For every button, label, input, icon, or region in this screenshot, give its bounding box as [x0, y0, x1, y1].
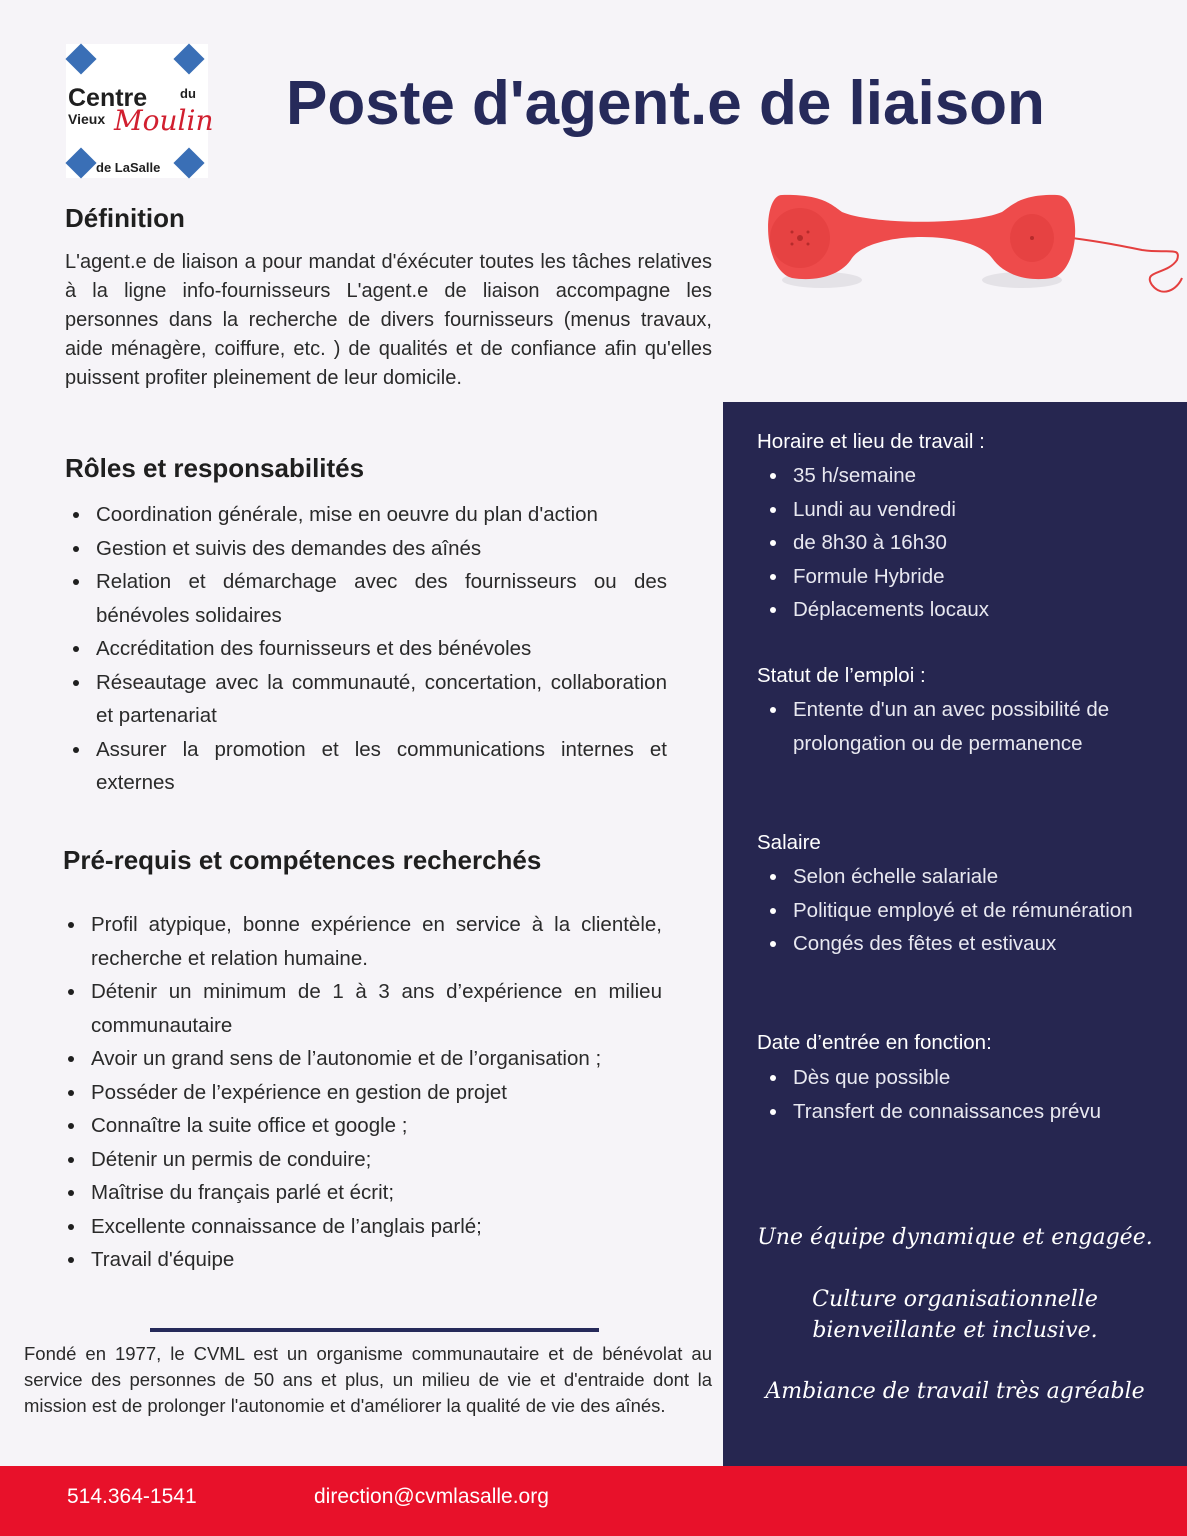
list-item: Congés des fêtes et estivaux [767, 927, 1167, 961]
list-item: Travail d'équipe [65, 1243, 662, 1277]
list-item: Lundi au vendredi [767, 493, 1167, 527]
list-item: Selon échelle salariale [767, 860, 1167, 894]
list-item: Politique employé et de rémunération [767, 894, 1167, 928]
tagline: Une équipe dynamique et engagée. [757, 1225, 1153, 1250]
list-item: Connaître la suite office et google ; [65, 1109, 662, 1143]
list-item: Déplacements locaux [767, 593, 1167, 627]
list-item: Maîtrise du français parlé et écrit; [65, 1176, 662, 1210]
list-item: Excellente connaissance de l’anglais parlé; [65, 1210, 662, 1244]
logo-diamond-top-left [65, 43, 96, 74]
list-item: Relation et démarchage avec des fournisseurs ou des bénévoles solidaires [70, 565, 667, 632]
logo-word-vieux: Vieux [68, 111, 106, 127]
logo-word-moulin: Moulin [114, 104, 214, 137]
list-item: Transfert de connaissances prévu [767, 1095, 1167, 1129]
requirements-heading: Pré-requis et compétences recherchés [63, 845, 542, 875]
tagline: Ambiance de travail très agréable [765, 1379, 1145, 1404]
list-item: Détenir un minimum de 1 à 3 ans d’expérience en milieu communautaire [65, 975, 662, 1042]
email-link[interactable]: direction@cvmlasalle.org [314, 1485, 549, 1508]
logo-word-lasalle: de LaSalle [96, 160, 161, 175]
logo-diamond-top-right [173, 43, 204, 74]
telephone-image [722, 150, 1187, 402]
list-item: de 8h30 à 16h30 [767, 526, 1167, 560]
list-item: Détenir un permis de conduire; [65, 1143, 662, 1177]
logo-diamond-bottom-right [173, 147, 204, 178]
phone-number-link[interactable]: 514.364-1541 [67, 1485, 197, 1508]
definition-text: L'agent.e de liaison a pour mandat d'éxécuter toutes les tâches relatives à la ligne info-fournisseurs L'agent.e de liaison accompagne les personnes dans la recherche de divers fournisseurs (menus travaux, aide ménagère, coiffure, etc. ) de qualités et de confiance afin qu'elles puissent profiter pleinement de leur domicile. [65, 251, 712, 389]
definition-heading: Définition [65, 203, 185, 233]
requirements-list [65, 908, 662, 1277]
list-item: Avoir un grand sens de l’autonomie et de l’organisation ; [65, 1042, 662, 1076]
list-item: Gestion et suivis des demandes des aînés [70, 532, 667, 566]
divider [150, 1328, 599, 1332]
list-item: 35 h/semaine [767, 459, 1167, 493]
status-heading: Statut de l’emploi : [757, 664, 926, 687]
list-item: Assurer la promotion et les communications internes et externes [70, 733, 667, 800]
logo-word-centre: Centre [68, 84, 148, 112]
page-title: Poste d'agent.e de liaison [286, 69, 1045, 138]
salary-list [767, 860, 1167, 961]
start-date-heading: Date d’entrée en fonction: [757, 1031, 992, 1054]
telephone-handset-icon [722, 150, 1187, 402]
logo-diamond-bottom-left [65, 147, 96, 178]
list-item: Réseautage avec la communauté, concertation, collaboration et partenariat [70, 666, 667, 733]
roles-heading: Rôles et responsabilités [65, 453, 365, 483]
logo-word-du: du [180, 86, 196, 101]
list-item: Coordination générale, mise en oeuvre du plan d'action [70, 498, 667, 532]
list-item: Entente d'un an avec possibilité de prolongation ou de permanence [767, 693, 1167, 760]
tagline: Culture organisationnelle bienveillante et inclusive. [812, 1287, 1098, 1343]
list-item: Formule Hybride [767, 560, 1167, 594]
logo [66, 44, 214, 178]
schedule-list [767, 459, 1167, 627]
list-item: Accréditation des fournisseurs et des bénévoles [70, 632, 667, 666]
list-item: Posséder de l’expérience en gestion de projet [65, 1076, 662, 1110]
schedule-heading: Horaire et lieu de travail : [757, 430, 985, 453]
salary-heading: Salaire [757, 831, 821, 854]
job-details-panel [723, 402, 1187, 1466]
about-text: Fondé en 1977, le CVML est un organisme communautaire et de bénévolat au service des personnes de 50 ans et plus, un milieu de vie et d'entraide dont la mission est de prolonger l'autonomie et d'améliorer la qualité de vie des aînés. [24, 1343, 712, 1416]
roles-list [70, 498, 667, 800]
status-list [767, 693, 1167, 760]
list-item: Dès que possible [767, 1061, 1167, 1095]
list-item: Profil atypique, bonne expérience en service à la clientèle, recherche et relation humaine. [65, 908, 662, 975]
start-date-list [767, 1061, 1167, 1128]
